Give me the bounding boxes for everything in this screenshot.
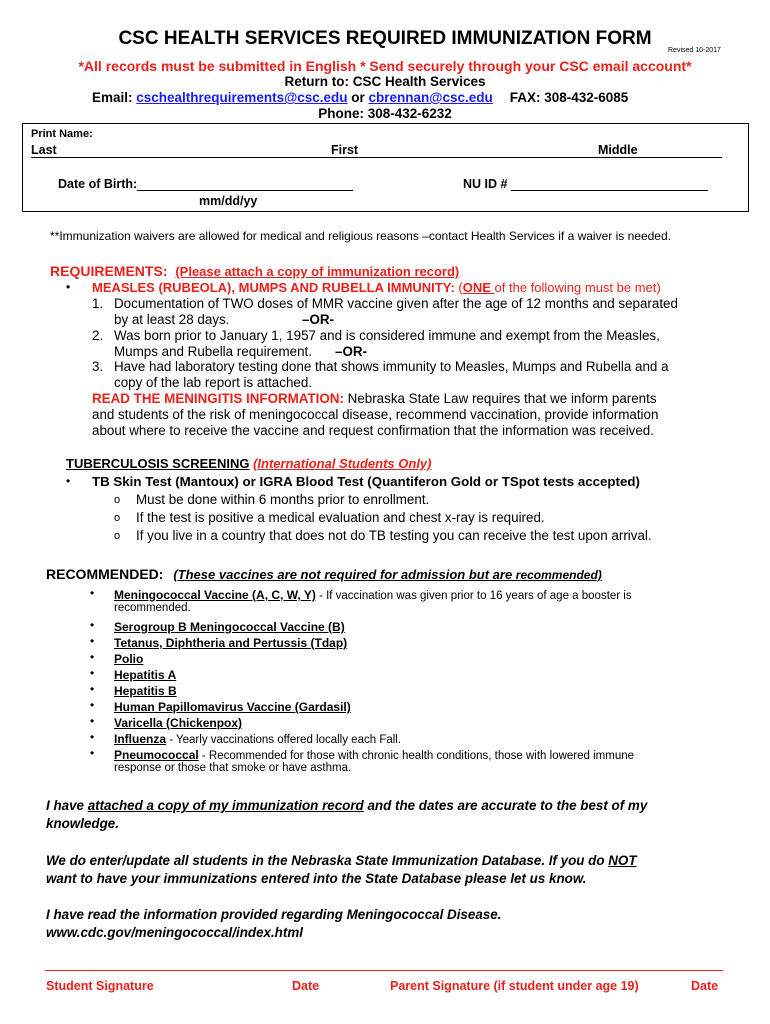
- statement-database-end: want to have your immunizations entered into the State Database please let us know.: [46, 871, 587, 886]
- phone-number: Phone: 308-432-6232: [318, 106, 452, 121]
- mmr-rest: of the following must be met): [494, 280, 661, 295]
- meningitis-info: [92, 391, 657, 407]
- email-link-requirements[interactable]: cschealthrequirements@csc.edu: [136, 90, 348, 105]
- middle-name-label: Middle: [598, 143, 638, 157]
- option-text: Documentation of TWO doses of MMR vaccine given after the age of 12 months and separated: [114, 296, 678, 311]
- bullet-icon: •: [90, 682, 95, 696]
- email-or: or: [347, 90, 369, 105]
- statement-attached-end: knowledge.: [46, 816, 119, 831]
- option-number: 2.: [92, 328, 104, 343]
- requirements-heading: [50, 263, 459, 279]
- mmr-option-3: [92, 359, 669, 390]
- bullet-icon: •: [90, 618, 95, 632]
- mmr-option-2: [92, 328, 660, 359]
- form-title: CSC HEALTH SERVICES REQUIRED IMMUNIZATION FORM: [118, 28, 652, 49]
- nu-id-field[interactable]: [511, 190, 708, 191]
- recommended-title: RECOMMENDED:: [46, 566, 164, 582]
- vaccine-name: Influenza: [114, 732, 167, 746]
- email-label: Email:: [92, 90, 137, 105]
- statement-not: NOT: [608, 853, 637, 868]
- bullet-icon: •: [66, 474, 71, 488]
- requirements-title: REQUIREMENTS:: [50, 263, 168, 279]
- student-info-box: [22, 123, 749, 212]
- mmr-title: MEASLES (RUBEOLA), MUMPS AND RUBELLA IMMUNITY:: [92, 280, 459, 295]
- meningitis-text-2: and students of the risk of meningococcal disease, recommend vaccination, provide information: [92, 407, 659, 422]
- revision-date: Revised 10-2017: [668, 47, 721, 54]
- statement-text: We do enter/update all students in the Nebraska State Immunization Database. If you do: [46, 853, 609, 868]
- vaccine-description-cont: response or those that smoke or have asthma.: [114, 762, 352, 774]
- vaccine-name: Polio: [114, 652, 144, 666]
- bullet-icon: •: [90, 666, 95, 680]
- email-link-brennan[interactable]: cbrennan@csc.edu: [368, 90, 493, 105]
- option-text: Mumps and Rubella requirement.: [114, 344, 312, 359]
- vaccine-name: Serogroup B Meningococcal Vaccine (B): [114, 620, 345, 634]
- circle-bullet-icon: o: [114, 512, 121, 524]
- contact-line: [92, 90, 628, 105]
- recommended-heading: [46, 566, 602, 582]
- dob-format: mm/dd/yy: [199, 194, 258, 208]
- print-name-label: Print Name:: [31, 128, 93, 140]
- vaccine-name: Hepatitis A: [114, 668, 177, 682]
- meningitis-text-1: Nebraska State Law requires that we inform parents: [343, 391, 657, 406]
- tb-item-1: Must be done within 6 months prior to enrollment.: [136, 492, 430, 507]
- statement-meningococcal: I have read the information provided regarding Meningococcal Disease.: [46, 907, 502, 922]
- recommended-item: [114, 586, 632, 604]
- or-tag: –OR-: [335, 344, 367, 359]
- fax-number: FAX: 308-432-6085: [509, 90, 629, 105]
- mmr-paren: (: [458, 280, 463, 295]
- vaccine-name: Varicella (Chickenpox): [114, 716, 243, 730]
- submission-notice: *All records must be submitted in English * Send securely through your CSC email account*: [78, 58, 692, 74]
- nu-id-label: NU ID #: [463, 177, 508, 191]
- vaccine-name: Meningococcal Vaccine (A, C, W, Y): [114, 588, 316, 602]
- tb-note: (International Students Only): [253, 456, 432, 471]
- mmr-one: ONE: [462, 280, 495, 295]
- vaccine-name: Human Papillomavirus Vaccine (Gardasil): [114, 700, 351, 714]
- statement-text: and the dates are accurate to the best of my: [363, 798, 648, 813]
- statement-attached: [46, 798, 647, 813]
- bullet-icon: •: [90, 746, 95, 760]
- bullet-icon: •: [90, 730, 95, 744]
- recommended-note: (These vaccines are not required for admission but are: [173, 567, 516, 582]
- cdc-link[interactable]: www.cdc.gov/meningococcal/index.html: [46, 925, 303, 940]
- bullet-icon: •: [90, 698, 95, 712]
- student-signature-label: Student Signature: [46, 979, 154, 993]
- middle-name-field[interactable]: [598, 157, 722, 158]
- bullet-icon: •: [90, 634, 95, 648]
- last-name-field[interactable]: [31, 157, 334, 158]
- meningitis-text-3: about where to receive the vaccine and request confirmation that the information was received.: [92, 423, 654, 438]
- return-to: Return to: CSC Health Services: [284, 74, 486, 89]
- tb-title: TUBERCULOSIS SCREENING: [66, 456, 250, 471]
- waiver-note: **Immunization waivers are allowed for medical and religious reasons –contact Health Services if a waiver is needed.: [50, 229, 671, 243]
- tb-item-3: If you live in a country that does not do TB testing you can receive the test upon arrival.: [136, 528, 652, 543]
- vaccine-name: Tetanus, Diphtheria and Pertussis (Tdap): [114, 636, 348, 650]
- option-number: 1.: [92, 296, 104, 311]
- date-label-1: Date: [292, 979, 320, 993]
- date-label-2: Date: [691, 979, 719, 993]
- bullet-icon: •: [90, 714, 95, 728]
- statement-database: [46, 853, 637, 868]
- circle-bullet-icon: o: [114, 530, 121, 542]
- recommended-item: [114, 634, 347, 652]
- mmr-option-1: [92, 296, 678, 327]
- last-name-label: Last: [31, 143, 57, 157]
- first-name-field[interactable]: [331, 157, 599, 158]
- mmr-requirement-title: [92, 280, 661, 295]
- vaccine-description: - If vaccination was given prior to 16 years of age a booster is: [315, 590, 632, 602]
- option-text: by at least 28 days.: [114, 312, 230, 327]
- option-text: Have had laboratory testing done that shows immunity to Measles, Mumps and Rubella and a: [114, 359, 669, 374]
- bullet-icon: •: [90, 650, 95, 664]
- circle-bullet-icon: o: [114, 494, 121, 506]
- dob-field[interactable]: [137, 190, 353, 191]
- or-tag: –OR-: [302, 312, 334, 327]
- vaccine-name: Hepatitis B: [114, 684, 177, 698]
- vaccine-description: - Yearly vaccinations offered locally each Fall.: [166, 734, 402, 746]
- vaccine-name: Pneumococcal: [114, 748, 199, 762]
- vaccine-description: - Recommended for those with chronic health conditions, those with lowered immune: [198, 750, 635, 762]
- vaccine-description-cont: recommended.: [114, 602, 191, 614]
- dob-label: Date of Birth:: [58, 177, 138, 191]
- meningitis-label: READ THE MENINGITIS INFORMATION:: [92, 391, 344, 406]
- option-text: Was born prior to January 1, 1957 and is considered immune and exempt from the Measles,: [114, 328, 660, 343]
- statement-underlined: attached a copy of my immunization record: [87, 798, 364, 813]
- statement-text: I have: [46, 798, 88, 813]
- tb-item-2: If the test is positive a medical evaluation and chest x-ray is required.: [136, 510, 545, 525]
- bullet-icon: •: [66, 280, 71, 294]
- tb-heading: [66, 456, 432, 471]
- signature-line[interactable]: [45, 970, 723, 971]
- bullet-icon: •: [90, 586, 95, 600]
- recommended-note-end: recommended): [515, 568, 602, 582]
- first-name-label: First: [331, 143, 359, 157]
- requirements-note: (Please attach a copy of immunization record): [175, 264, 460, 279]
- parent-signature-label: Parent Signature (if student under age 19): [390, 979, 639, 993]
- option-text: copy of the lab report is attached.: [114, 375, 313, 390]
- tb-test-types: TB Skin Test (Mantoux) or IGRA Blood Test (Quantiferon Gold or TSpot tests accepted): [92, 474, 640, 489]
- option-number: 3.: [92, 359, 104, 374]
